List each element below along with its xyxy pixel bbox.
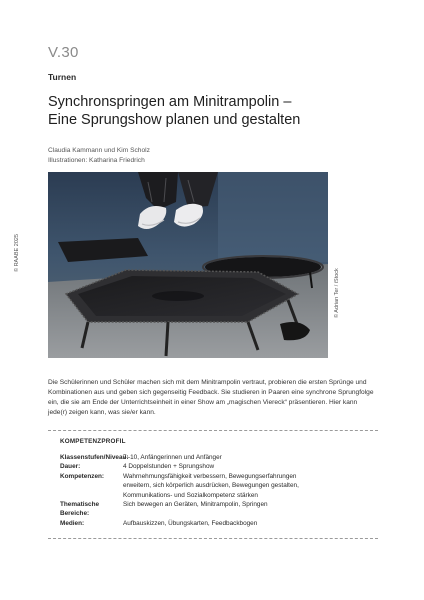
profile-value xyxy=(123,519,378,528)
profile-value xyxy=(123,453,378,462)
profile-value-line: 7–10, Anfängerinnen und Anfänger xyxy=(123,454,222,461)
profile-row-duration xyxy=(60,462,378,471)
authors-line: Claudia Kammann und Kim Scholz xyxy=(48,147,150,154)
profile-label: Klassenstufen/Niveau: xyxy=(60,454,129,461)
intro-paragraph: Die Schülerinnen und Schüler machen sich mit dem Minitrampolin vertraut, probieren die ersten Sprünge und Kombinationen aus und geben sich gegenseitig Feedback. Sie studieren in Paaren eine synchrone Sprungfolge ein, die sie am Ende der Unterrichtseinheit in einer Show am „magischen Viereck“ präsentieren. Hier kann jede(r) zeigen kann, was sie/er kann. xyxy=(48,379,374,416)
photo-credit: © Adrian Ter / iStock xyxy=(334,268,340,318)
profile-label: Thematische Bereiche: xyxy=(60,501,100,518)
profile-value-line: Kommunikations- und Sozialkompetenz stärken xyxy=(123,491,258,499)
profile-value xyxy=(123,462,378,471)
profile-label: Medien: xyxy=(60,519,85,527)
profile-label: Kompetenzen: xyxy=(60,472,105,480)
profile-table xyxy=(60,453,378,528)
illustrator-line: Illustrationen: Katharina Friedrich xyxy=(48,156,145,164)
profile-row-competences xyxy=(60,472,378,500)
profile-row-grade xyxy=(60,453,378,462)
profile-bottom-divider xyxy=(48,538,378,539)
publisher-copyright: © RAABE 2025 xyxy=(14,234,20,272)
profile-label: Dauer: xyxy=(60,463,81,471)
profile-value-line: 4 Doppelstunden + Sprungshow xyxy=(123,463,215,471)
title-line-2: Eine Sprungshow planen und gestalten xyxy=(48,112,301,128)
category-label: Turnen xyxy=(48,72,77,82)
profile-top-divider xyxy=(48,430,378,431)
profile-value-line: Sich bewegen an Geräten, Minitrampolin, Springen xyxy=(123,501,268,509)
profile-value xyxy=(123,500,378,519)
title-line-1: Synchronspringen am Minitrampolin – xyxy=(48,94,292,110)
profile-row-topics xyxy=(60,500,378,519)
profile-value-line: erweitern, sich körperlich ausdrücken, Bewegungen gestalten, xyxy=(123,482,299,490)
trampoline-photo xyxy=(48,172,328,358)
profile-row-media xyxy=(60,519,378,528)
authors xyxy=(48,146,150,165)
competence-profile xyxy=(48,430,378,539)
profile-value xyxy=(123,472,378,500)
page-title xyxy=(48,93,300,129)
profile-value-line: Wahrnehmungsfähigkeit verbessern, Bewegungserfahrungen xyxy=(123,472,297,480)
page-number: V.30 xyxy=(48,44,79,61)
profile-title: KOMPETENZPROFIL xyxy=(60,438,126,445)
profile-value-line: Aufbauskizzen, Übungskarten, Feedbackbogen xyxy=(123,519,258,527)
